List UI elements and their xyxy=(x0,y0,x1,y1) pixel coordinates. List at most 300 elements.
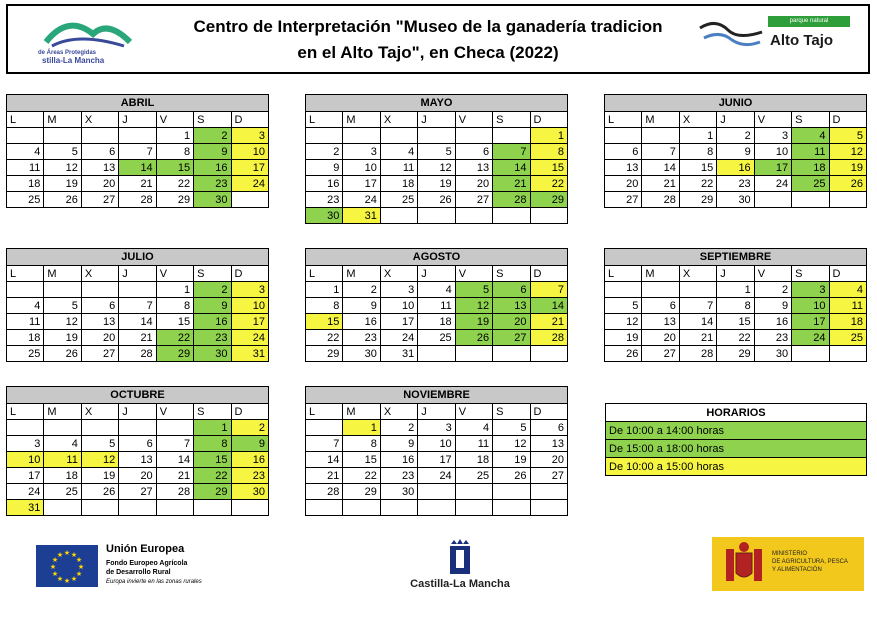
day-cell: 30 xyxy=(194,346,231,362)
eu-fund xyxy=(106,559,187,577)
day-cell: 23 xyxy=(231,468,268,484)
day-cell xyxy=(829,192,866,208)
day-cell xyxy=(119,128,156,144)
weekday-header: D xyxy=(530,266,567,282)
weekday-header: M xyxy=(44,404,81,420)
month-abril xyxy=(6,94,269,208)
weekday-header: L xyxy=(7,112,44,128)
day-cell: 25 xyxy=(829,330,866,346)
weekday-header: D xyxy=(530,404,567,420)
day-cell xyxy=(605,128,642,144)
day-cell: 20 xyxy=(455,176,492,192)
day-cell: 6 xyxy=(605,144,642,160)
day-cell: 14 xyxy=(530,298,567,314)
day-cell: 20 xyxy=(81,176,118,192)
day-cell: 14 xyxy=(119,160,156,176)
ministry-line-3: Y ALIMENTACIÓN xyxy=(772,567,822,573)
day-cell: 27 xyxy=(81,346,118,362)
weekday-header: S xyxy=(194,266,231,282)
alto-tajo-name: Alto Tajo xyxy=(770,32,834,49)
weekday-header: L xyxy=(605,112,642,128)
day-cell: 18 xyxy=(44,468,81,484)
day-cell xyxy=(156,500,193,516)
weekday-header: S xyxy=(792,266,829,282)
day-cell: 10 xyxy=(231,144,268,160)
day-cell: 7 xyxy=(493,144,530,160)
weekday-header: X xyxy=(81,112,118,128)
day-cell: 27 xyxy=(605,192,642,208)
month-junio xyxy=(604,94,867,208)
day-cell xyxy=(194,500,231,516)
day-cell: 8 xyxy=(343,436,380,452)
day-cell: 1 xyxy=(679,128,716,144)
day-cell: 19 xyxy=(493,452,530,468)
day-cell: 1 xyxy=(156,128,193,144)
day-cell: 16 xyxy=(231,452,268,468)
logo-left-text-2: stilla-La Mancha xyxy=(42,56,105,65)
day-cell: 26 xyxy=(455,330,492,346)
day-cell: 28 xyxy=(530,330,567,346)
day-cell: 6 xyxy=(455,144,492,160)
ministry-line-2: DE AGRICULTURA, PESCA xyxy=(772,559,848,565)
day-cell xyxy=(44,282,81,298)
day-cell: 8 xyxy=(306,298,343,314)
day-cell: 22 xyxy=(156,330,193,346)
day-cell: 22 xyxy=(156,176,193,192)
day-cell: 15 xyxy=(156,160,193,176)
day-cell: 22 xyxy=(194,468,231,484)
weekday-header: D xyxy=(231,112,268,128)
eu-flag-icon xyxy=(36,545,98,587)
day-cell: 24 xyxy=(231,330,268,346)
day-cell: 11 xyxy=(455,436,492,452)
day-cell: 25 xyxy=(792,176,829,192)
day-cell xyxy=(231,192,268,208)
day-cell: 28 xyxy=(679,346,716,362)
day-cell: 13 xyxy=(455,160,492,176)
day-cell: 6 xyxy=(493,282,530,298)
day-cell: 10 xyxy=(380,298,417,314)
day-cell: 28 xyxy=(306,484,343,500)
logo-left-text-1: de Áreas Protegidas xyxy=(38,50,97,56)
day-cell: 2 xyxy=(717,128,754,144)
weekday-header: J xyxy=(119,112,156,128)
day-cell: 12 xyxy=(418,160,455,176)
ministry-name xyxy=(772,550,848,574)
weekday-header: S xyxy=(792,112,829,128)
month-julio xyxy=(6,248,269,362)
day-cell: 3 xyxy=(418,420,455,436)
day-cell: 7 xyxy=(679,298,716,314)
day-cell: 18 xyxy=(418,314,455,330)
day-cell: 12 xyxy=(455,298,492,314)
day-cell: 6 xyxy=(642,298,679,314)
day-cell xyxy=(455,500,492,516)
day-cell: 24 xyxy=(343,192,380,208)
day-cell: 30 xyxy=(754,346,791,362)
day-cell: 20 xyxy=(119,468,156,484)
weekday-header: V xyxy=(156,266,193,282)
day-cell xyxy=(829,346,866,362)
day-cell: 23 xyxy=(754,330,791,346)
month-title: JUNIO xyxy=(605,95,867,112)
day-cell: 1 xyxy=(717,282,754,298)
day-cell: 21 xyxy=(679,330,716,346)
day-cell: 5 xyxy=(418,144,455,160)
day-cell: 11 xyxy=(418,298,455,314)
day-cell: 27 xyxy=(119,484,156,500)
month-title: AGOSTO xyxy=(306,249,568,266)
day-cell: 17 xyxy=(754,160,791,176)
day-cell: 2 xyxy=(231,420,268,436)
day-cell: 22 xyxy=(717,330,754,346)
day-cell: 20 xyxy=(605,176,642,192)
svg-text:★: ★ xyxy=(70,575,78,583)
day-cell: 26 xyxy=(605,346,642,362)
eu-logo xyxy=(36,543,216,591)
day-cell: 4 xyxy=(380,144,417,160)
weekday-header: V xyxy=(455,266,492,282)
day-cell: 8 xyxy=(156,298,193,314)
day-cell: 14 xyxy=(119,314,156,330)
day-cell xyxy=(679,282,716,298)
clm-name: Castilla-La Mancha xyxy=(410,578,510,590)
day-cell xyxy=(493,128,530,144)
horario-row-1: De 10:00 a 14:00 horas xyxy=(606,422,867,440)
day-cell: 14 xyxy=(679,314,716,330)
day-cell: 6 xyxy=(81,144,118,160)
protected-areas-logo xyxy=(38,12,138,64)
day-cell: 15 xyxy=(343,452,380,468)
day-cell: 12 xyxy=(493,436,530,452)
day-cell: 24 xyxy=(7,484,44,500)
eu-fund-line-1: Fondo Europeo Agrícola xyxy=(106,560,188,567)
day-cell: 6 xyxy=(119,436,156,452)
svg-text:★: ★ xyxy=(63,577,71,585)
day-cell: 9 xyxy=(380,436,417,452)
day-cell: 16 xyxy=(717,160,754,176)
day-cell: 5 xyxy=(493,420,530,436)
svg-text:★: ★ xyxy=(56,551,64,559)
day-cell: 24 xyxy=(231,176,268,192)
day-cell: 3 xyxy=(231,282,268,298)
day-cell: 9 xyxy=(754,298,791,314)
day-cell: 7 xyxy=(530,282,567,298)
day-cell: 31 xyxy=(231,346,268,362)
day-cell: 14 xyxy=(306,452,343,468)
day-cell xyxy=(44,128,81,144)
svg-text:★: ★ xyxy=(51,556,59,564)
ministry-logo xyxy=(712,537,864,591)
day-cell xyxy=(119,500,156,516)
day-cell xyxy=(343,128,380,144)
day-cell: 9 xyxy=(343,298,380,314)
weekday-header: V xyxy=(455,112,492,128)
day-cell: 28 xyxy=(119,346,156,362)
day-cell: 25 xyxy=(7,192,44,208)
day-cell: 22 xyxy=(343,468,380,484)
day-cell: 17 xyxy=(231,314,268,330)
day-cell: 24 xyxy=(754,176,791,192)
month-title: MAYO xyxy=(306,95,568,112)
day-cell: 26 xyxy=(81,484,118,500)
day-cell: 6 xyxy=(81,298,118,314)
weekday-header: J xyxy=(119,266,156,282)
day-cell: 15 xyxy=(194,452,231,468)
eu-title: Unión Europea xyxy=(106,543,185,555)
day-cell xyxy=(642,282,679,298)
day-cell: 1 xyxy=(530,128,567,144)
castle-crown-icon xyxy=(445,538,475,576)
day-cell xyxy=(455,484,492,500)
weekday-header: X xyxy=(81,266,118,282)
day-cell: 22 xyxy=(530,176,567,192)
weekday-header: S xyxy=(194,112,231,128)
day-cell: 1 xyxy=(306,282,343,298)
weekday-header: S xyxy=(493,404,530,420)
day-cell: 31 xyxy=(380,346,417,362)
day-cell: 29 xyxy=(717,346,754,362)
day-cell xyxy=(792,346,829,362)
day-cell: 8 xyxy=(194,436,231,452)
day-cell xyxy=(418,346,455,362)
horario-row-2: De 15:00 a 18:00 horas xyxy=(606,440,867,458)
page-title xyxy=(158,14,698,66)
month-octubre xyxy=(6,386,269,516)
day-cell: 26 xyxy=(829,176,866,192)
weekday-header: D xyxy=(829,112,866,128)
weekday-header: L xyxy=(605,266,642,282)
day-cell: 3 xyxy=(231,128,268,144)
day-cell: 15 xyxy=(679,160,716,176)
weekday-header: V xyxy=(156,404,193,420)
day-cell: 13 xyxy=(642,314,679,330)
weekday-header: D xyxy=(231,266,268,282)
day-cell xyxy=(306,500,343,516)
day-cell: 19 xyxy=(81,468,118,484)
weekday-header: L xyxy=(7,404,44,420)
day-cell: 23 xyxy=(717,176,754,192)
day-cell: 4 xyxy=(455,420,492,436)
day-cell: 3 xyxy=(343,144,380,160)
ministry-line-1: MINISTERIO xyxy=(772,551,808,557)
svg-text:★: ★ xyxy=(49,563,57,571)
title-line-2: en el Alto Tajo", en Checa (2022) xyxy=(297,43,559,62)
day-cell: 14 xyxy=(493,160,530,176)
day-cell: 29 xyxy=(530,192,567,208)
day-cell: 5 xyxy=(81,436,118,452)
day-cell: 4 xyxy=(792,128,829,144)
day-cell: 14 xyxy=(642,160,679,176)
day-cell: 21 xyxy=(493,176,530,192)
day-cell: 27 xyxy=(81,192,118,208)
day-cell: 30 xyxy=(231,484,268,500)
svg-text:★: ★ xyxy=(63,549,71,557)
day-cell xyxy=(792,192,829,208)
day-cell xyxy=(81,282,118,298)
day-cell: 10 xyxy=(792,298,829,314)
weekday-header: V xyxy=(156,112,193,128)
day-cell xyxy=(530,500,567,516)
svg-text:★: ★ xyxy=(75,556,83,564)
day-cell: 13 xyxy=(119,452,156,468)
day-cell: 5 xyxy=(605,298,642,314)
day-cell: 20 xyxy=(642,330,679,346)
day-cell: 7 xyxy=(306,436,343,452)
month-noviembre xyxy=(305,386,568,516)
weekday-header: X xyxy=(380,266,417,282)
day-cell: 18 xyxy=(792,160,829,176)
weekday-header: M xyxy=(642,112,679,128)
weekday-header: L xyxy=(306,404,343,420)
weekday-header: J xyxy=(717,266,754,282)
weekday-header: L xyxy=(306,112,343,128)
river-icon xyxy=(698,14,764,54)
day-cell: 20 xyxy=(493,314,530,330)
weekday-header: L xyxy=(306,266,343,282)
day-cell: 30 xyxy=(380,484,417,500)
day-cell: 16 xyxy=(194,314,231,330)
day-cell: 31 xyxy=(7,500,44,516)
day-cell xyxy=(455,346,492,362)
day-cell: 16 xyxy=(306,176,343,192)
day-cell: 16 xyxy=(343,314,380,330)
weekday-header: D xyxy=(829,266,866,282)
month-mayo xyxy=(305,94,568,224)
day-cell: 3 xyxy=(380,282,417,298)
day-cell: 4 xyxy=(44,436,81,452)
day-cell: 18 xyxy=(7,176,44,192)
day-cell: 25 xyxy=(418,330,455,346)
day-cell xyxy=(754,192,791,208)
day-cell: 7 xyxy=(156,436,193,452)
day-cell: 1 xyxy=(156,282,193,298)
day-cell xyxy=(455,128,492,144)
day-cell: 26 xyxy=(44,346,81,362)
weekday-header: V xyxy=(455,404,492,420)
day-cell: 8 xyxy=(679,144,716,160)
weekday-header: D xyxy=(530,112,567,128)
day-cell xyxy=(493,346,530,362)
day-cell: 17 xyxy=(380,314,417,330)
day-cell xyxy=(455,208,492,224)
day-cell: 30 xyxy=(306,208,343,224)
day-cell: 5 xyxy=(455,282,492,298)
day-cell: 2 xyxy=(306,144,343,160)
day-cell xyxy=(530,346,567,362)
month-title: JULIO xyxy=(7,249,269,266)
day-cell: 18 xyxy=(7,330,44,346)
day-cell: 12 xyxy=(81,452,118,468)
day-cell: 10 xyxy=(231,298,268,314)
day-cell: 21 xyxy=(156,468,193,484)
month-agosto xyxy=(305,248,568,362)
day-cell: 10 xyxy=(343,160,380,176)
castilla-la-mancha-logo xyxy=(405,538,515,593)
day-cell: 3 xyxy=(754,128,791,144)
day-cell xyxy=(530,208,567,224)
weekday-header: S xyxy=(493,112,530,128)
day-cell: 27 xyxy=(455,192,492,208)
day-cell: 12 xyxy=(44,314,81,330)
day-cell: 4 xyxy=(418,282,455,298)
day-cell: 18 xyxy=(829,314,866,330)
weekday-header: S xyxy=(493,266,530,282)
day-cell xyxy=(81,420,118,436)
day-cell: 18 xyxy=(455,452,492,468)
day-cell xyxy=(418,208,455,224)
day-cell: 23 xyxy=(194,330,231,346)
day-cell: 16 xyxy=(754,314,791,330)
weekday-header: J xyxy=(418,404,455,420)
day-cell: 11 xyxy=(44,452,81,468)
day-cell: 21 xyxy=(119,330,156,346)
day-cell: 12 xyxy=(44,160,81,176)
day-cell: 4 xyxy=(7,298,44,314)
day-cell xyxy=(418,484,455,500)
day-cell xyxy=(418,128,455,144)
day-cell: 19 xyxy=(44,330,81,346)
day-cell: 30 xyxy=(343,346,380,362)
day-cell xyxy=(44,500,81,516)
day-cell: 28 xyxy=(493,192,530,208)
day-cell xyxy=(119,420,156,436)
weekday-header: M xyxy=(343,266,380,282)
day-cell: 4 xyxy=(829,282,866,298)
day-cell: 24 xyxy=(418,468,455,484)
weekday-header: V xyxy=(754,266,791,282)
parque-natural-badge: parque natural xyxy=(768,16,850,27)
day-cell: 22 xyxy=(306,330,343,346)
weekday-header: V xyxy=(754,112,791,128)
day-cell: 7 xyxy=(642,144,679,160)
day-cell: 16 xyxy=(380,452,417,468)
title-line-1: Centro de Interpretación "Museo de la ganadería tradicion xyxy=(193,17,663,36)
day-cell: 2 xyxy=(754,282,791,298)
day-cell: 23 xyxy=(306,192,343,208)
day-cell xyxy=(7,420,44,436)
day-cell xyxy=(119,282,156,298)
weekday-header: M xyxy=(44,266,81,282)
weekday-header: M xyxy=(44,112,81,128)
day-cell: 2 xyxy=(194,282,231,298)
day-cell: 25 xyxy=(380,192,417,208)
day-cell: 13 xyxy=(605,160,642,176)
day-cell: 21 xyxy=(119,176,156,192)
day-cell: 28 xyxy=(156,484,193,500)
day-cell: 27 xyxy=(642,346,679,362)
day-cell: 21 xyxy=(642,176,679,192)
weekday-header: X xyxy=(679,266,716,282)
day-cell xyxy=(306,420,343,436)
svg-text:★: ★ xyxy=(77,563,85,571)
day-cell xyxy=(380,208,417,224)
day-cell: 15 xyxy=(306,314,343,330)
weekday-header: M xyxy=(343,112,380,128)
weekday-header: X xyxy=(679,112,716,128)
day-cell: 5 xyxy=(829,128,866,144)
horarios-title: HORARIOS xyxy=(606,404,867,422)
day-cell xyxy=(493,484,530,500)
day-cell: 11 xyxy=(380,160,417,176)
day-cell xyxy=(605,282,642,298)
day-cell: 29 xyxy=(679,192,716,208)
day-cell: 28 xyxy=(119,192,156,208)
day-cell xyxy=(156,420,193,436)
day-cell xyxy=(81,128,118,144)
day-cell: 13 xyxy=(81,314,118,330)
day-cell: 17 xyxy=(792,314,829,330)
